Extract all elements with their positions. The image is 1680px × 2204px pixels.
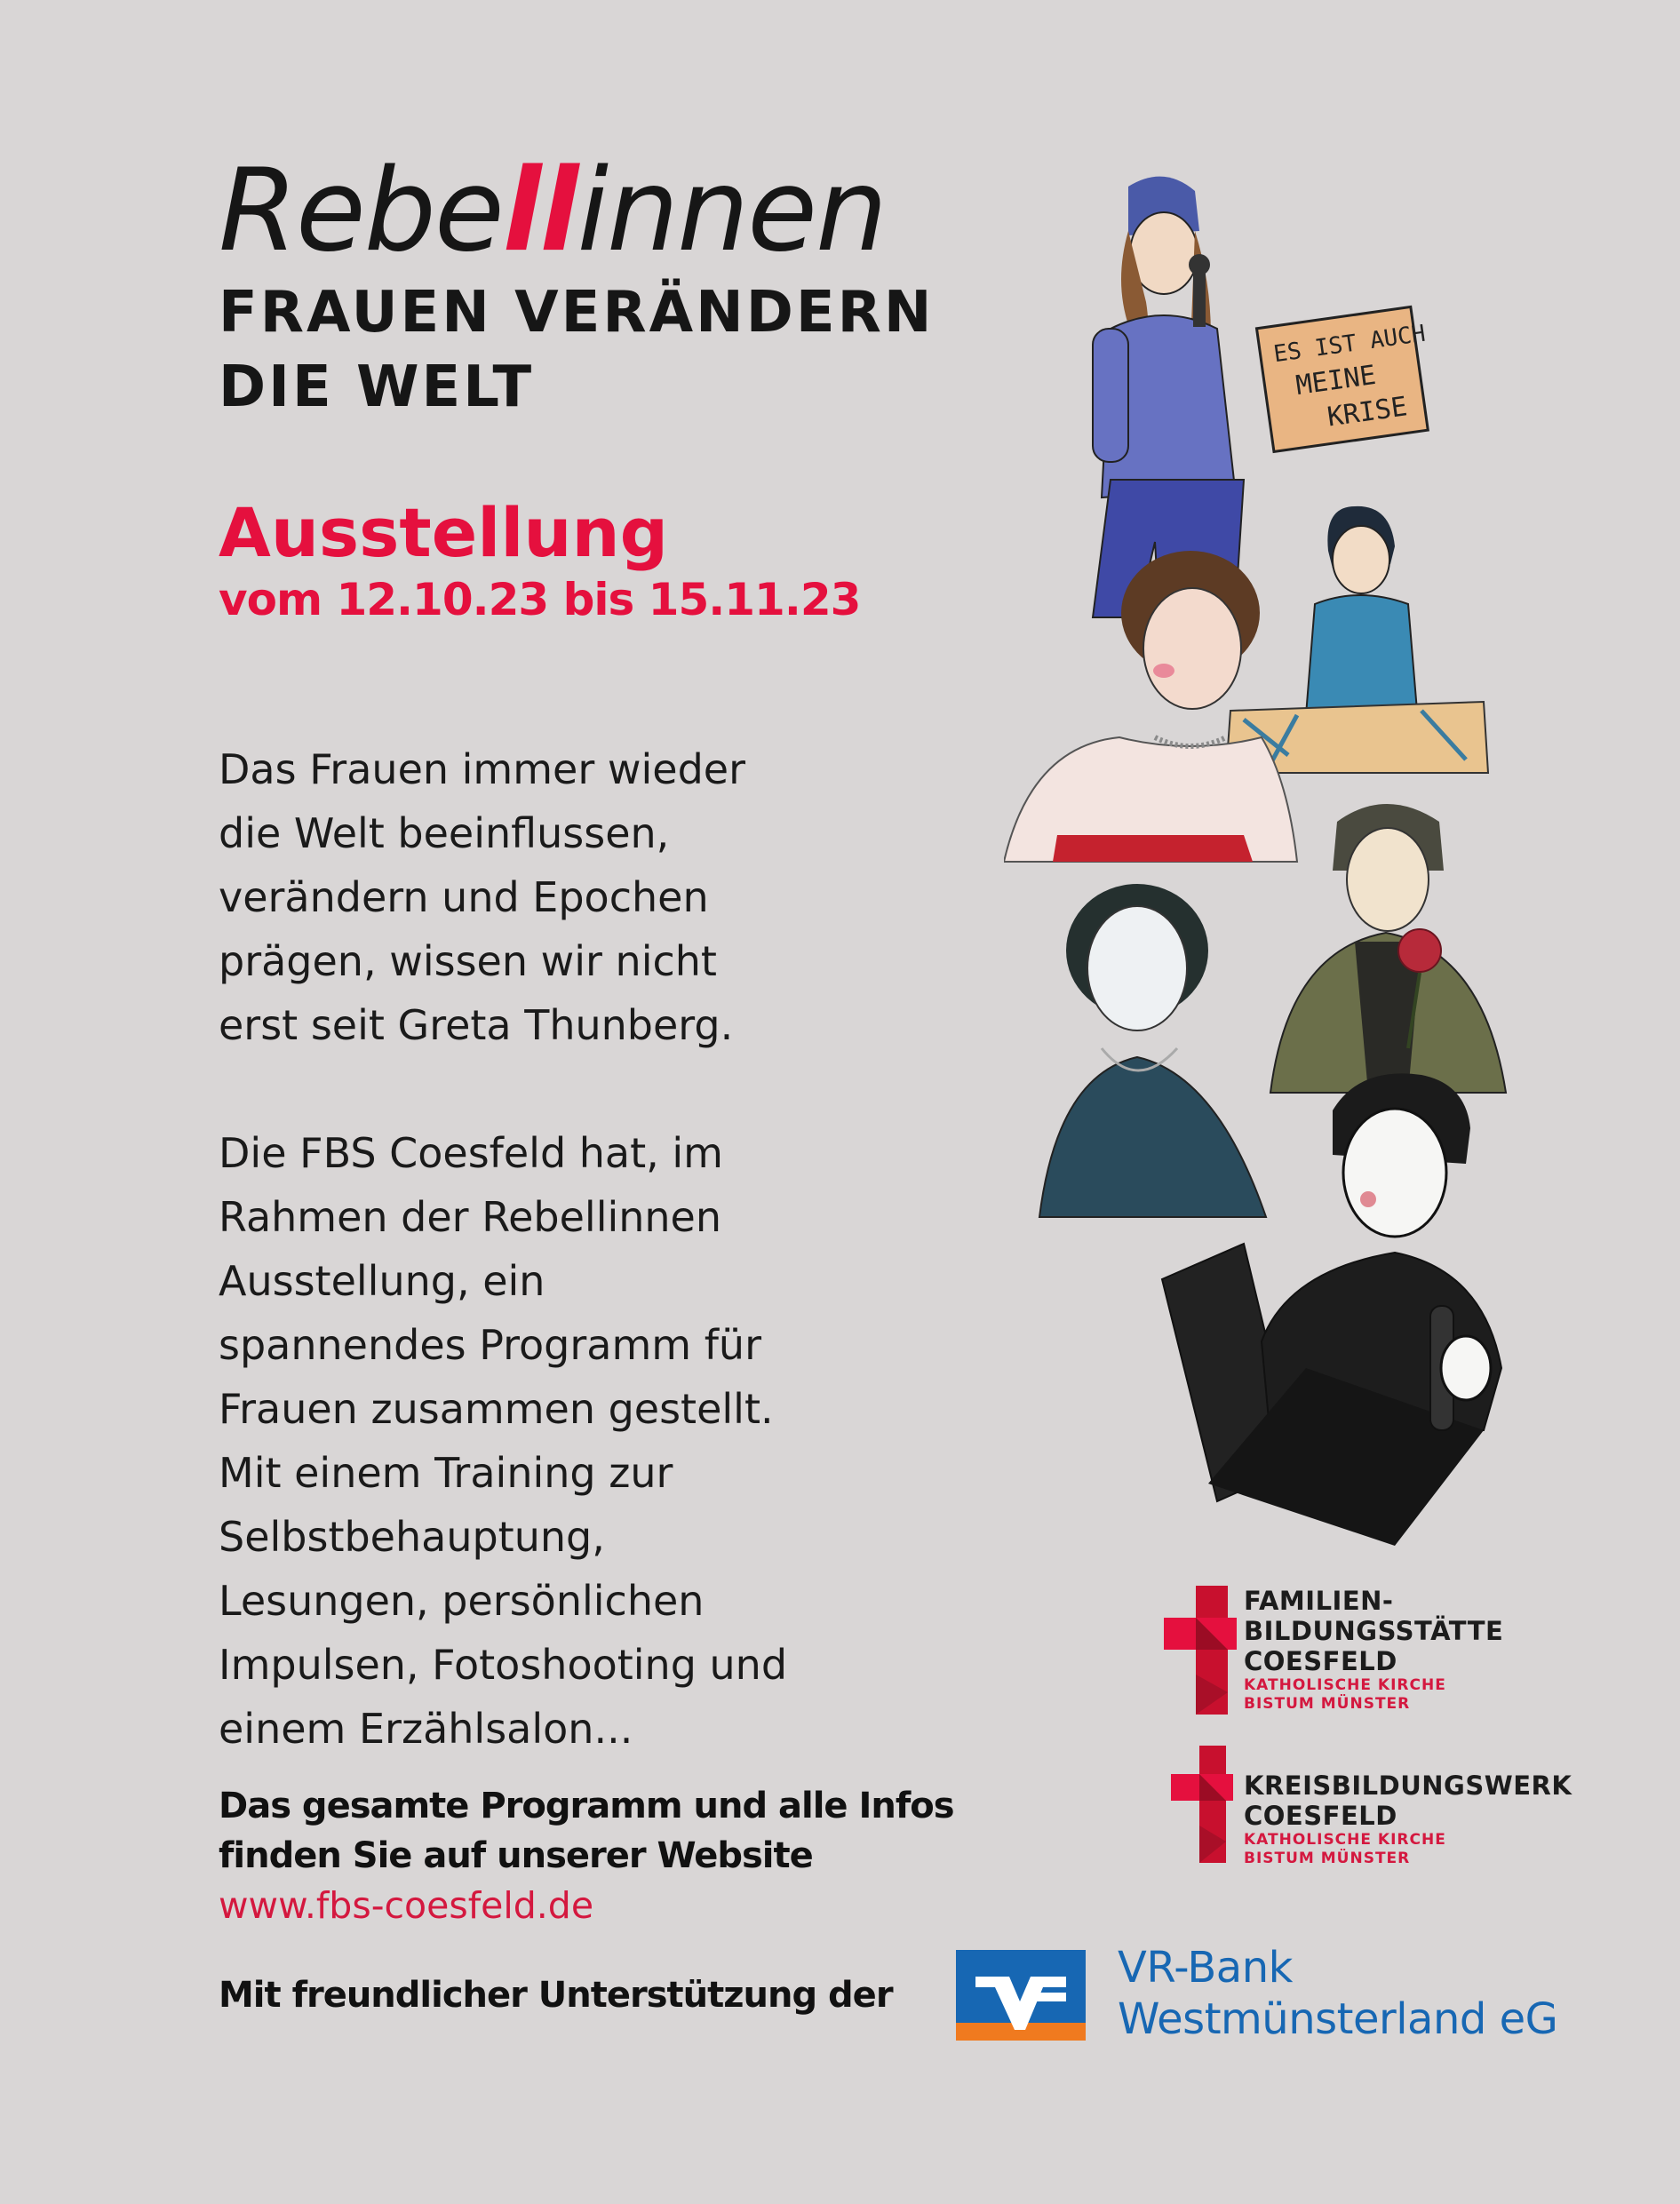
program-line: Impulsen, Fotoshooting und [219,1641,788,1689]
logo-prefix: Rebe [219,145,503,277]
kbw-logo-text [1244,1770,1572,1868]
fbs-name-line: BILDUNGSSTÄTTE [1244,1616,1504,1646]
fbs-name-line: FAMILIEN- [1244,1586,1394,1616]
website-link[interactable]: www.fbs-coesfeld.de [219,1884,594,1927]
program-line: Selbstbehauptung, [219,1513,605,1561]
kbw-sub-line: KATHOLISCHE KIRCHE [1244,1831,1446,1849]
women-illustration-collage [1004,169,1537,1555]
intro-line: die Welt beeinflussen, [219,809,670,857]
sign-line-1: ES IST AUCH [1271,320,1428,369]
program-line: einem Erzählsalon... [219,1705,633,1753]
church-cross-icon [1171,1746,1233,1863]
sign-line-3: KRISE [1325,391,1410,434]
intro-line: prägen, wissen wir nicht [219,937,717,985]
kbw-sub-line: BISTUM MÜNSTER [1244,1850,1411,1867]
kbw-name-line: COESFELD [1244,1801,1397,1831]
rebellinnen-logo [219,145,912,277]
support-text: Mit freundlicher Unterstützung der [219,1975,893,2016]
classical-portrait-illustration [1004,551,1297,862]
program-paragraph [219,1121,974,1761]
program-line: Lesungen, persönlichen [219,1577,705,1625]
exhibition-title: Ausstellung [219,493,668,572]
fbs-coesfeld-logo [1164,1586,1519,1719]
exhibition-dates: vom 12.10.23 bis 15.11.23 [219,574,861,625]
intro-line: Das Frauen immer wieder [219,745,745,793]
kbw-coesfeld-logo [1171,1746,1573,1867]
woman-with-rose-illustration [1270,804,1506,1093]
program-line: Frauen zusammen gestellt. [219,1385,774,1433]
program-line: Mit einem Training zur [219,1449,673,1497]
vr-bank-name [1118,1942,1557,2045]
program-info-line-2: finden Sie auf unserer Website [219,1835,813,1876]
logo-suffix: innen [577,145,887,277]
portrait-with-ribbon-illustration [1039,884,1266,1217]
headline-line-1: FRAUEN VERÄNDERN [219,280,935,346]
vr-bank-name-line-2: Westmünsterland eG [1118,1994,1558,2044]
intro-line: verändern und Epochen [219,873,709,921]
fbs-sub-line: BISTUM MÜNSTER [1244,1695,1411,1713]
program-line: Rahmen der Rebellinnen [219,1193,722,1241]
program-line: spannendes Programm für [219,1321,761,1369]
vr-bank-name-line-1: VR-Bank [1118,1943,1293,1993]
program-line: Die FBS Coesfeld hat, im [219,1129,723,1177]
vr-bank-logo-icon [956,1950,1086,2041]
fbs-logo-text [1244,1586,1503,1714]
headline-line-2: DIE WELT [219,354,535,420]
woman-at-table-illustration [1226,506,1488,773]
fbs-sub-line: KATHOLISCHE KIRCHE [1244,1676,1446,1694]
program-line: Ausstellung, ein [219,1257,545,1305]
program-info-line-1: Das gesamte Programm und alle Infos [219,1786,954,1826]
program-info [219,1781,954,1881]
fbs-name-line: COESFELD [1244,1646,1397,1676]
intro-line: erst seit Greta Thunberg. [219,1001,734,1049]
logo-highlight: ll [502,145,577,277]
intro-paragraph [219,737,974,1057]
kbw-name-line: KREISBILDUNGSWERK [1244,1770,1573,1801]
church-cross-icon [1164,1586,1237,1715]
sign-line-2: MEINE [1294,359,1378,402]
